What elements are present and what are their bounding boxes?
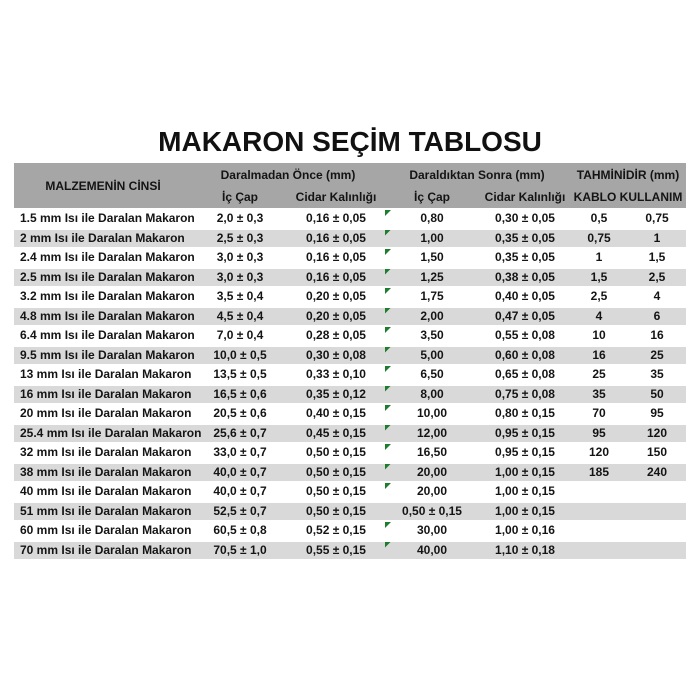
cell-inner-diameter-before: 3,0 ± 0,3 — [216, 269, 264, 284]
cell-error-flag-icon — [385, 425, 391, 431]
table-row — [14, 229, 686, 249]
cell-cable-usage-max — [628, 482, 686, 502]
cell-cable-usage-min: 1 — [595, 250, 603, 264]
cell-cable-usage-min: 4 — [595, 308, 603, 323]
table-row — [14, 365, 686, 385]
table-row — [14, 326, 686, 346]
cell-wall-thickness-after: 0,75 ± 0,08 — [495, 386, 555, 401]
cell-cable-usage-min — [570, 502, 628, 522]
cell-wall-thickness-before: 0,16 ± 0,05 — [306, 230, 366, 245]
cell-wall-thickness-before: 0,35 ± 0,12 — [306, 386, 366, 401]
cell-cable-usage-min: 35 — [592, 386, 606, 401]
cell-wall-thickness-before: 0,16 ± 0,05 — [306, 269, 366, 284]
cell-cable-usage-max: 50 — [650, 386, 664, 401]
cell-material: 2 mm Isı ile Daralan Makaron — [20, 230, 185, 245]
header-wall-thickness-after: Cidar Kalınlığı — [484, 190, 566, 204]
cell-error-flag-icon — [385, 366, 391, 372]
cell-inner-diameter-before: 16,5 ± 0,6 — [213, 386, 267, 401]
cell-inner-diameter-after: 16,50 — [384, 443, 480, 463]
cell-material: 3.2 mm Isı ile Daralan Makaron — [20, 289, 195, 303]
cell-wall-thickness-after: 1,10 ± 0,18 — [495, 542, 555, 557]
cell-wall-thickness-before: 0,50 ± 0,15 — [306, 503, 366, 518]
cell-material: 16 mm Isı ile Daralan Makaron — [20, 386, 192, 401]
cell-wall-thickness-after: 1,00 ± 0,16 — [495, 523, 555, 537]
header-group-before-shrink: Daralmadan Önce (mm) — [220, 167, 356, 182]
cell-cable-usage-max: 35 — [650, 367, 664, 381]
cell-cable-usage-min: 70 — [592, 406, 606, 420]
cell-material: 2.5 mm Isı ile Daralan Makaron — [20, 269, 195, 284]
cell-error-flag-icon — [385, 288, 391, 294]
cell-material: 51 mm Isı ile Daralan Makaron — [20, 503, 192, 518]
cell-material: 38 mm Isı ile Daralan Makaron — [20, 464, 192, 479]
cell-material: 2.4 mm Isı ile Daralan Makaron — [20, 250, 195, 264]
cell-inner-diameter-after: 20,00 — [384, 482, 480, 502]
cell-wall-thickness-after: 0,65 ± 0,08 — [495, 367, 555, 381]
cell-inner-diameter-after: 0,80 — [384, 209, 480, 229]
cell-cable-usage-min: 185 — [588, 464, 610, 479]
cell-inner-diameter-after: 1,00 — [384, 229, 480, 249]
table-row — [14, 424, 686, 444]
header-group-after-shrink: Daraldıktan Sonra (mm) — [409, 167, 545, 182]
cell-wall-thickness-before: 0,30 ± 0,08 — [306, 347, 366, 362]
cell-wall-thickness-after: 0,30 ± 0,05 — [495, 211, 555, 225]
cell-cable-usage-min: 1,5 — [590, 269, 608, 284]
table-row — [14, 209, 686, 229]
table-row — [14, 385, 686, 405]
cell-inner-diameter-before: 3,0 ± 0,3 — [216, 250, 264, 264]
table-row — [14, 287, 686, 307]
header-material: MALZEMENİN CİNSİ — [45, 178, 161, 193]
cell-error-flag-icon — [385, 327, 391, 333]
cell-wall-thickness-after: 0,35 ± 0,05 — [495, 230, 555, 245]
table-row — [14, 248, 686, 268]
cell-wall-thickness-before: 0,16 ± 0,05 — [306, 211, 366, 225]
cell-wall-thickness-after: 0,95 ± 0,15 — [495, 445, 555, 459]
cell-wall-thickness-before: 0,50 ± 0,15 — [306, 464, 366, 479]
header-inner-diameter-after: İç Çap — [413, 190, 450, 204]
cell-cable-usage-min — [570, 521, 628, 541]
cell-wall-thickness-after: 0,60 ± 0,08 — [495, 347, 555, 362]
cell-error-flag-icon — [385, 405, 391, 411]
cell-wall-thickness-before: 0,50 ± 0,15 — [306, 484, 366, 498]
cell-cable-usage-max: 240 — [646, 464, 668, 479]
cell-cable-usage-max: 2,5 — [648, 269, 666, 284]
header-cable-usage: KABLO KULLANIM — [573, 190, 683, 204]
cell-inner-diameter-after: 12,00 — [384, 424, 480, 444]
cell-wall-thickness-after: 0,40 ± 0,05 — [495, 289, 555, 303]
cell-wall-thickness-after: 1,00 ± 0,15 — [495, 464, 555, 479]
cell-cable-usage-max — [628, 541, 686, 561]
cell-cable-usage-max: 1,5 — [648, 250, 666, 264]
cell-material: 1.5 mm Isı ile Daralan Makaron — [20, 211, 195, 225]
cell-inner-diameter-before: 2,5 ± 0,3 — [216, 230, 264, 245]
cell-material: 32 mm Isı ile Daralan Makaron — [20, 445, 192, 459]
cell-cable-usage-min: 0,75 — [587, 230, 611, 245]
cell-inner-diameter-after: 8,00 — [384, 385, 480, 405]
cell-material: 6.4 mm Isı ile Daralan Makaron — [20, 328, 195, 342]
table-body — [14, 209, 686, 560]
cell-inner-diameter-after: 1,75 — [384, 287, 480, 307]
cell-wall-thickness-before: 0,50 ± 0,15 — [306, 445, 366, 459]
cell-error-flag-icon — [385, 542, 391, 548]
cell-cable-usage-max: 16 — [650, 328, 664, 342]
cell-wall-thickness-before: 0,52 ± 0,15 — [306, 523, 366, 537]
table-row — [14, 268, 686, 288]
cell-material: 60 mm Isı ile Daralan Makaron — [20, 523, 192, 537]
cell-error-flag-icon — [385, 269, 391, 275]
cell-wall-thickness-before: 0,55 ± 0,15 — [306, 542, 366, 557]
table-row — [14, 443, 686, 463]
cell-inner-diameter-after: 20,00 — [384, 463, 480, 483]
cell-inner-diameter-after: 30,00 — [384, 521, 480, 541]
cell-inner-diameter-before: 7,0 ± 0,4 — [216, 328, 264, 342]
cell-cable-usage-min: 0,5 — [590, 211, 608, 225]
cell-inner-diameter-before: 70,5 ± 1,0 — [213, 542, 267, 557]
table-row — [14, 521, 686, 541]
cell-inner-diameter-before: 40,0 ± 0,7 — [213, 484, 267, 498]
table-row — [14, 541, 686, 561]
cell-error-flag-icon — [385, 464, 391, 470]
cell-wall-thickness-before: 0,40 ± 0,15 — [306, 406, 366, 420]
cell-inner-diameter-before: 25,6 ± 0,7 — [213, 425, 267, 440]
cell-inner-diameter-after: 1,50 — [384, 248, 480, 268]
cell-inner-diameter-before: 10,0 ± 0,5 — [213, 347, 267, 362]
cell-cable-usage-max: 25 — [650, 347, 664, 362]
cell-error-flag-icon — [385, 386, 391, 392]
cell-wall-thickness-before: 0,20 ± 0,05 — [306, 289, 366, 303]
cell-wall-thickness-before: 0,45 ± 0,15 — [306, 425, 366, 440]
cell-inner-diameter-before: 60,5 ± 0,8 — [213, 523, 267, 537]
cell-inner-diameter-before: 3,5 ± 0,4 — [216, 289, 264, 303]
cell-material: 4.8 mm Isı ile Daralan Makaron — [20, 308, 195, 323]
header-wall-thickness-before: Cidar Kalınlığı — [295, 190, 377, 204]
cell-wall-thickness-after: 1,00 ± 0,15 — [495, 503, 555, 518]
makaron-selection-table — [14, 163, 686, 560]
page-title: MAKARON SEÇİM TABLOSU — [158, 126, 542, 157]
table-header — [14, 163, 686, 209]
cell-wall-thickness-before: 0,20 ± 0,05 — [306, 308, 366, 323]
cell-cable-usage-min: 25 — [592, 367, 606, 381]
cell-inner-diameter-before: 4,5 ± 0,4 — [216, 308, 264, 323]
cell-inner-diameter-after: 1,25 — [384, 268, 480, 288]
table-row — [14, 307, 686, 327]
cell-cable-usage-max: 1 — [653, 230, 661, 245]
cell-cable-usage-min: 10 — [592, 328, 606, 342]
cell-inner-diameter-before: 2,0 ± 0,3 — [216, 211, 264, 225]
cell-inner-diameter-after: 0,50 ± 0,15 — [402, 503, 462, 518]
table-row — [14, 346, 686, 366]
cell-material: 9.5 mm Isı ile Daralan Makaron — [20, 347, 195, 362]
cell-cable-usage-min — [570, 541, 628, 561]
cell-cable-usage-max: 150 — [646, 445, 668, 459]
table-row — [14, 404, 686, 424]
cell-wall-thickness-after: 1,00 ± 0,15 — [495, 484, 555, 498]
cell-inner-diameter-after: 10,00 — [384, 404, 480, 424]
cell-cable-usage-min: 16 — [592, 347, 606, 362]
cell-cable-usage-max — [628, 502, 686, 522]
cell-inner-diameter-before: 52,5 ± 0,7 — [213, 503, 267, 518]
cell-wall-thickness-after: 0,35 ± 0,05 — [495, 250, 555, 264]
cell-cable-usage-max: 4 — [653, 289, 661, 303]
cell-error-flag-icon — [385, 483, 391, 489]
header-inner-diameter-before: İç Çap — [221, 190, 258, 204]
header-group-estimate: TAHMİNİDİR (mm) — [576, 167, 680, 182]
table-row — [14, 502, 686, 522]
cell-inner-diameter-after: 6,50 — [384, 365, 480, 385]
cell-wall-thickness-before: 0,33 ± 0,10 — [306, 367, 366, 381]
cell-material: 25.4 mm Isı ile Daralan Makaron — [20, 425, 202, 440]
cell-error-flag-icon — [385, 210, 391, 216]
cell-error-flag-icon — [385, 308, 391, 314]
cell-cable-usage-max: 120 — [646, 425, 668, 440]
cell-error-flag-icon — [385, 347, 391, 353]
cell-material: 13 mm Isı ile Daralan Makaron — [20, 367, 192, 381]
cell-inner-diameter-after: 3,50 — [384, 326, 480, 346]
cell-wall-thickness-after: 0,38 ± 0,05 — [495, 269, 555, 284]
cell-error-flag-icon — [385, 230, 391, 236]
cell-cable-usage-min: 2,5 — [590, 289, 608, 303]
cell-cable-usage-min — [570, 482, 628, 502]
cell-inner-diameter-before: 13,5 ± 0,5 — [213, 367, 267, 381]
cell-wall-thickness-after: 0,95 ± 0,15 — [495, 425, 555, 440]
cell-cable-usage-max — [628, 521, 686, 541]
cell-wall-thickness-before: 0,16 ± 0,05 — [306, 250, 366, 264]
cell-inner-diameter-before: 33,0 ± 0,7 — [213, 445, 267, 459]
cell-wall-thickness-before: 0,28 ± 0,05 — [306, 328, 366, 342]
cell-inner-diameter-after: 5,00 — [384, 346, 480, 366]
cell-wall-thickness-after: 0,55 ± 0,08 — [495, 328, 555, 342]
cell-cable-usage-min: 95 — [592, 425, 606, 440]
cell-wall-thickness-after: 0,80 ± 0,15 — [495, 406, 555, 420]
cell-error-flag-icon — [385, 444, 391, 450]
cell-cable-usage-max: 95 — [650, 406, 664, 420]
cell-error-flag-icon — [385, 249, 391, 255]
cell-inner-diameter-after: 40,00 — [384, 541, 480, 561]
cell-wall-thickness-after: 0,47 ± 0,05 — [495, 308, 555, 323]
cell-inner-diameter-before: 20,5 ± 0,6 — [213, 406, 267, 420]
cell-material: 40 mm Isı ile Daralan Makaron — [20, 484, 192, 498]
cell-inner-diameter-after: 2,00 — [384, 307, 480, 327]
cell-cable-usage-min: 120 — [588, 445, 610, 459]
cell-material: 20 mm Isı ile Daralan Makaron — [20, 406, 192, 420]
table-row — [14, 463, 686, 483]
table-row — [14, 482, 686, 502]
cell-inner-diameter-before: 40,0 ± 0,7 — [213, 464, 267, 479]
cell-error-flag-icon — [385, 522, 391, 528]
cell-material: 70 mm Isı ile Daralan Makaron — [20, 542, 192, 557]
cell-cable-usage-max: 0,75 — [645, 211, 669, 225]
cell-cable-usage-max: 6 — [653, 308, 661, 323]
